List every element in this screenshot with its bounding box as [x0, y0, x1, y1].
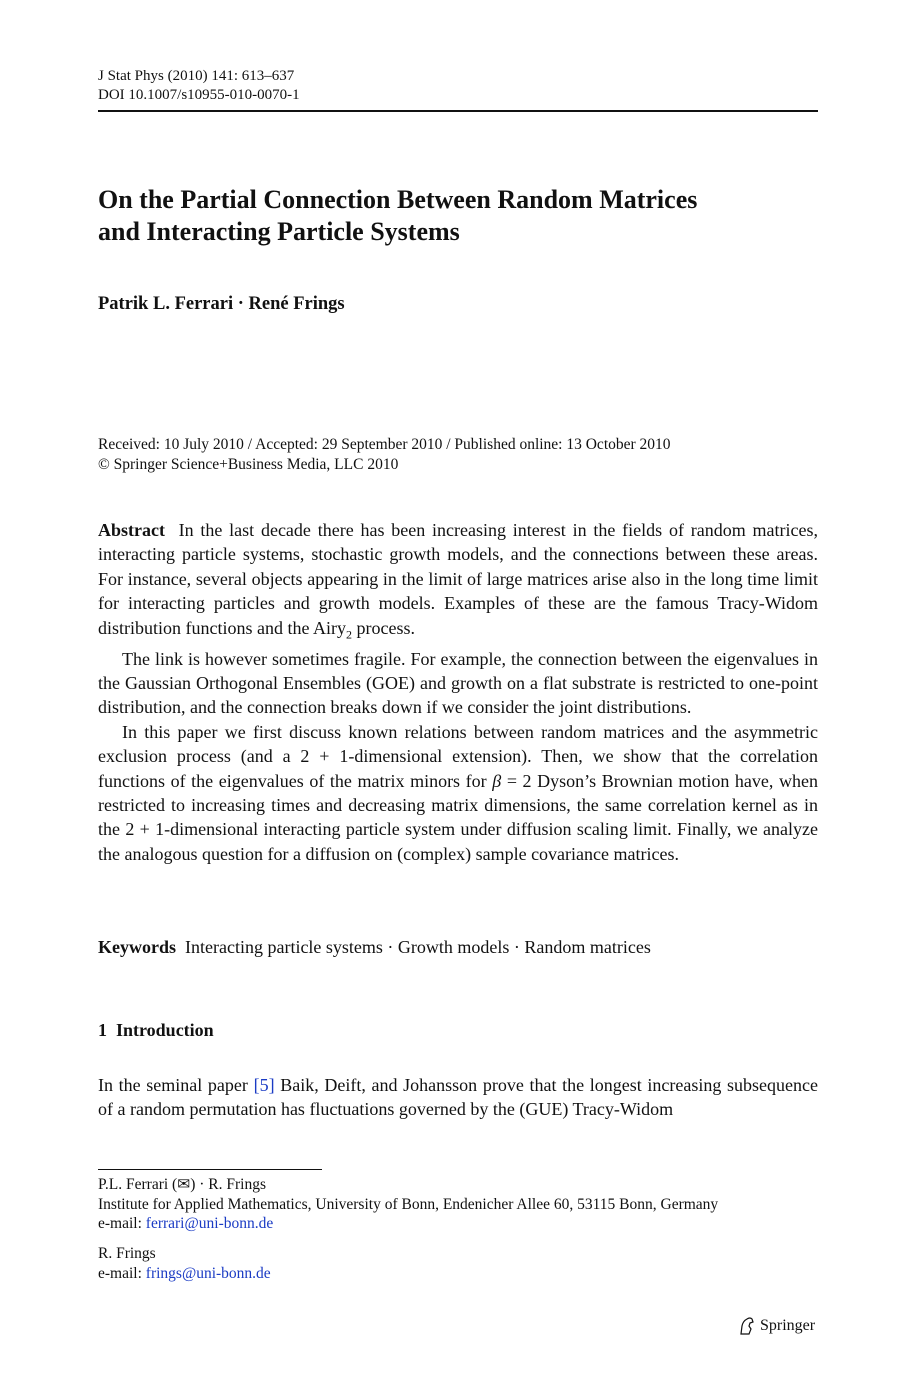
abstract-text-1: In the last decade there has been increasing interest in the fields of random matrices, interacting particle systems, stochastic growth models, and the connections between these areas. For instance, several objects appearing in the limit of large matrices arise also in the long time limit for interacting particles and growth models. Examples of these are the famous Tracy-Widom distribution functions and the Airy: [98, 520, 818, 638]
abstract-paragraph-3: [98, 720, 818, 866]
keywords-label: Keywords: [98, 937, 176, 957]
copyright: © Springer Science+Business Media, LLC 2010: [98, 455, 399, 473]
citation-link[interactable]: [5]: [253, 1075, 275, 1095]
email-label: e-mail:: [98, 1264, 146, 1282]
affiliation-footnote: [98, 1175, 718, 1234]
intro-text-b: Baik, Deift, and Johansson prove that the longest increasing subsequence of a random permutation has fluctuations governed by the (GUE) Tracy-Widom: [98, 1075, 818, 1120]
springer-horse-icon: [738, 1316, 756, 1336]
abstract: [98, 518, 818, 866]
journal-citation: J Stat Phys (2010) 141: 613–637: [98, 68, 295, 84]
email-line-2: [98, 1264, 271, 1284]
section-number: 1: [98, 1020, 107, 1040]
intro-paragraph: [98, 1073, 818, 1122]
publication-history: [98, 435, 671, 474]
header-rule: [98, 110, 818, 112]
abstract-paragraph-2: The link is however sometimes fragile. For example, the connection between the eigenvalues in the Gaussian Orthogonal Ensembles (GOE) and growth on a flat substrate is restricted to one-point distribution, and the connection breaks down if we consider the joint distributions.: [98, 648, 818, 718]
footnote-authors: P.L. Ferrari (✉) · R. Frings: [98, 1176, 266, 1193]
title-line-2: and Interacting Particle Systems: [98, 217, 460, 246]
section-title: Introduction: [116, 1020, 214, 1040]
title-line-1: On the Partial Connection Between Random Matrices: [98, 185, 698, 214]
authors: Patrik L. Ferrari · René Frings: [98, 294, 345, 314]
email-label: e-mail:: [98, 1215, 146, 1232]
doi: DOI 10.1007/s10955-010-0070-1: [98, 87, 300, 103]
email-link-ferrari[interactable]: ferrari@uni-bonn.de: [145, 1215, 274, 1232]
section-heading: [98, 1020, 214, 1041]
beta-symbol: β: [492, 770, 502, 791]
journal-header: [98, 67, 300, 105]
footnote-name-2: R. Frings: [98, 1245, 156, 1262]
keywords: [98, 937, 651, 958]
affiliation: Institute for Applied Mathematics, University of Bonn, Endenicher Allee 60, 53115 Bonn, Germany: [98, 1195, 719, 1213]
paper-title: [98, 184, 818, 248]
publisher-logo: [738, 1316, 815, 1336]
second-author-footnote: [98, 1244, 271, 1283]
keywords-text: Interacting particle systems · Growth models · Random matrices: [185, 937, 651, 957]
dates: Received: 10 July 2010 / Accepted: 29 September 2010 / Published online: 13 October 2010: [98, 436, 671, 453]
abstract-text-3a: In this paper we first discuss known relations between random matrices and the asymmetric exclusion process (and a 2 + 1-dimensional extension). Then, we show that the correlation functions of the eigenvalues of the matrix minors for: [98, 721, 818, 791]
airy-subscript: 2: [345, 627, 352, 642]
abstract-label: Abstract: [98, 520, 165, 540]
publisher-name: Springer: [760, 1317, 816, 1334]
abstract-text-1-end: process.: [351, 617, 415, 638]
abstract-paragraph-1: [98, 518, 818, 647]
intro-text-a: In the seminal paper: [98, 1075, 254, 1095]
email-link-frings[interactable]: frings@uni-bonn.de: [145, 1264, 271, 1282]
email-line-1: [98, 1214, 718, 1234]
footnote-rule: [98, 1169, 322, 1170]
abstract-text-3b: = 2 Dyson’s Brownian motion have, when restricted to increasing times and decreasing matrix dimensions, the same correlation kernel as in the 2 + 1-dimensional interacting particle system under diffusion scaling limit. Finally, we analyze the analogous question for a diffusion on (complex) sample covariance matrices.: [98, 770, 818, 864]
